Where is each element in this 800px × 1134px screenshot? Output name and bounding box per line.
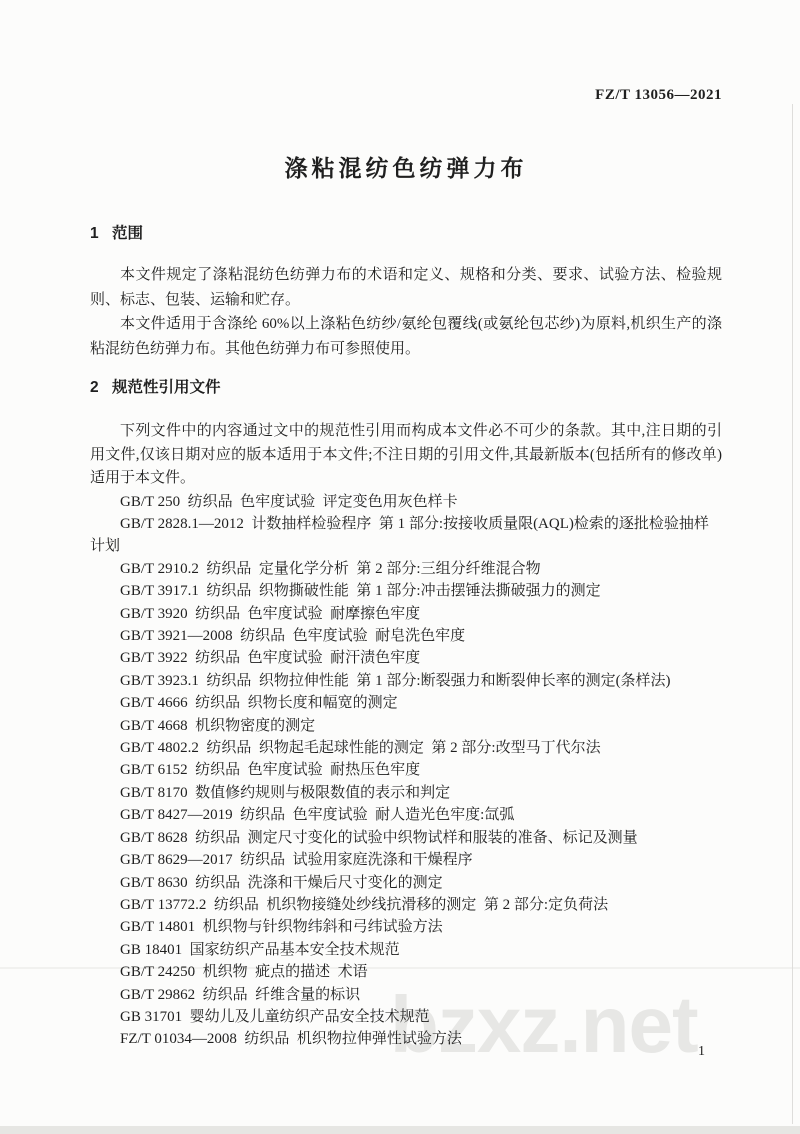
reference-line: GB/T 8170 数值修约规则与极限数值的表示和判定	[120, 784, 451, 801]
reference-line: GB/T 8629—2017 纺织品 试验用家庭洗涤和干燥程序	[120, 852, 473, 869]
section-2-heading	[90, 378, 722, 398]
page-content	[90, 0, 722, 1051]
reference-line: FZ/T 01034—2008 纺织品 机织物拉伸弹性试验方法	[120, 1031, 462, 1048]
reference-line: GB/T 3917.1 纺织品 织物撕破性能 第 1 部分:冲击摆锤法撕破强力的测定	[120, 583, 601, 600]
scan-right-edge	[792, 104, 793, 1124]
reference-line: GB/T 4802.2 纺织品 织物起毛起球性能的测定 第 2 部分:改型马丁代尔法	[120, 740, 601, 757]
reference-line: GB/T 3921—2008 纺织品 色牢度试验 耐皂洗色牢度	[120, 628, 466, 645]
reference-line: GB 31701 婴幼儿及儿童纺织产品安全技术规范	[120, 1008, 430, 1025]
section-1-number: 1	[90, 225, 99, 242]
section-1-heading	[90, 224, 722, 244]
reference-line: GB 18401 国家纺织产品基本安全技术规范	[120, 941, 400, 958]
reference-line: GB/T 13772.2 纺织品 机织物接缝处纱线抗滑移的测定 第 2 部分:定负荷法	[120, 896, 609, 913]
scan-bottom-edge	[0, 1126, 800, 1134]
reference-line: GB/T 4666 纺织品 织物长度和幅宽的测定	[120, 695, 398, 712]
document-title: 涤粘混纺色纺弹力布	[284, 155, 528, 181]
normative-references-list	[90, 491, 722, 1051]
reference-line: GB/T 4668 机织物密度的测定	[120, 717, 316, 734]
page-number: 1	[698, 1044, 705, 1059]
paragraph: 下列文件中的内容通过文中的规范性引用而构成本文件必不可少的条款。其中,注日期的引用文件,仅该日期对应的版本适用于本文件;不注日期的引用文件,其最新版本(包括所有的修改单)适用于本文件。	[90, 423, 722, 487]
reference-line: GB/T 3920 纺织品 色牢度试验 耐摩擦色牢度	[120, 605, 421, 622]
reference-line: GB/T 24250 机织物 疵点的描述 术语	[120, 964, 368, 981]
section-1-title: 范围	[112, 225, 144, 242]
reference-line: GB/T 2910.2 纺织品 定量化学分析 第 2 部分:三组分纤维混合物	[120, 560, 541, 577]
reference-line: GB/T 3922 纺织品 色牢度试验 耐汗渍色牢度	[120, 650, 421, 667]
reference-line: GB/T 14801 机织物与针织物纬斜和弓纬试验方法	[120, 919, 443, 936]
reference-line: GB/T 8427—2019 纺织品 色牢度试验 耐人造光色牢度:氙弧	[120, 807, 515, 824]
reference-line: GB/T 29862 纺织品 纤维含量的标识	[120, 986, 361, 1003]
standard-code: FZ/T 13056—2021	[595, 87, 722, 103]
reference-line: GB/T 6152 纺织品 色牢度试验 耐热压色牢度	[120, 762, 421, 779]
watermark: bzxz.net	[390, 980, 698, 1069]
paragraph: 本文件规定了涤粘混纺色纺弹力布的术语和定义、规格和分类、要求、试验方法、检验规则、标志、包装、运输和贮存。	[90, 267, 722, 308]
reference-line: GB/T 2828.1—2012 计数抽样检验程序 第 1 部分:按接收质量限(AQL)检索的逐批检验抽样计划	[90, 516, 709, 555]
paragraph: 本文件适用于含涤纶 60%以上涤粘色纺纱/氨纶包覆线(或氨纶包芯纱)为原料,机织生产的涤粘混纺色纺弹力布。其他色纺弹力布可参照使用。	[90, 316, 722, 357]
reference-line: GB/T 8630 纺织品 洗涤和干燥后尺寸变化的测定	[120, 874, 443, 891]
section-2-title: 规范性引用文件	[112, 379, 221, 397]
reference-line: GB/T 3923.1 纺织品 织物拉伸性能 第 1 部分:断裂强力和断裂伸长率的测定(条样法)	[120, 672, 671, 689]
reference-line: GB/T 8628 纺织品 测定尺寸变化的试验中织物试样和服装的准备、标记及测量	[120, 829, 638, 846]
section-2-number: 2	[90, 379, 99, 397]
reference-line: GB/T 250 纺织品 色牢度试验 评定变色用灰色样卡	[120, 493, 458, 510]
